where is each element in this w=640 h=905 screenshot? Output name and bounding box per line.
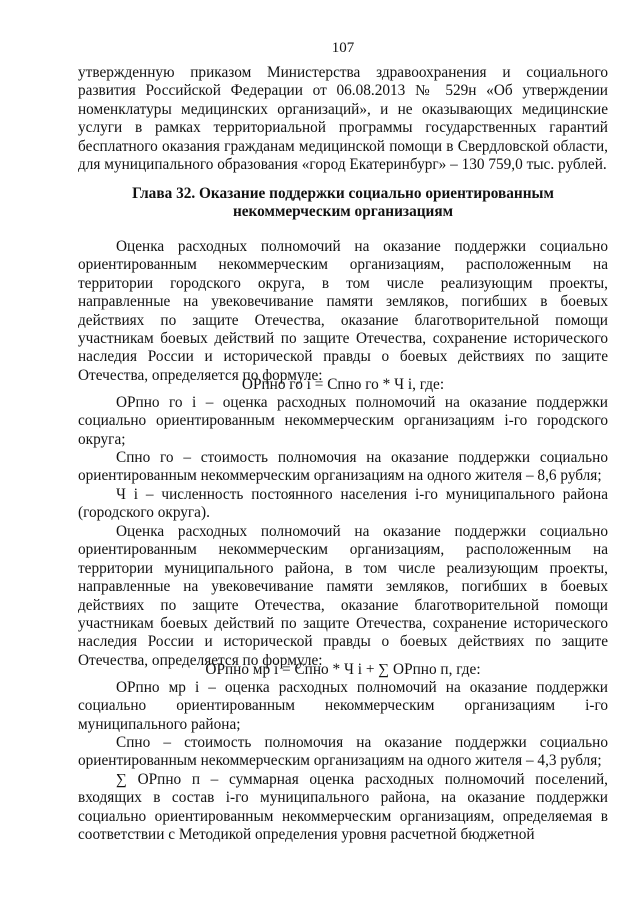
chapter-heading-line-1: Глава 32. Оказание поддержки социально ориентированным	[132, 185, 554, 202]
definition-spno: Спно – стоимость полномочия на оказание поддержки социально ориентированным некоммерческим организациям на одного жителя – 4,3 рубля;	[78, 734, 608, 770]
definition-population: Ч i – численность постоянного населения i-го муниципального района (городского округа).	[78, 486, 608, 522]
definition-sum-settlements: ∑ ОРпно п – суммарная оценка расходных полномочий поселений, входящих в состав i-го муниципального района, на оказание поддержки социально ориентированным некоммерческим организациям, определяемая в соответствии с Методикой определения уровня расчетной бюджетной	[78, 771, 608, 844]
formula-city-district: ОРпно го i = Спно го * Ч i, где:	[241, 376, 445, 393]
paragraph-municipal-district-assessment: Оценка расходных полномочий на оказание поддержки социально ориентированным некоммерческим организациям, расположенным на территории муниципального района, в том числе реализующим проекты, направленные на увековечивание памяти земляков, погибших в боевых действиях по защите Отечества, оказание благотворительной помощи участникам боевых действий по защите Отечества, сохранение исторического наследия России и исторической правды о боевых действиях по защите Отечества, определяется по формуле:	[78, 523, 608, 669]
definition-spno-go: Спно го – стоимость полномочия на оказание поддержки социально ориентированным некоммерческим организациям на одного жителя – 8,6 рубля;	[78, 449, 608, 485]
page-number: 107	[331, 40, 355, 56]
definition-orpno-go: ОРпно го i – оценка расходных полномочий на оказание поддержки социально ориентированным некоммерческим организациям i-го городского округа;	[78, 394, 608, 448]
definition-orpno-mr: ОРпно мр i – оценка расходных полномочий на оказание поддержки социально ориентированным некоммерческим организациям i-го муниципального района;	[78, 679, 608, 733]
paragraph-city-district-assessment: Оценка расходных полномочий на оказание поддержки социально ориентированным некоммерческим организациям, расположенным на территории городского округа, в том числе реализующим проекты, направленные на увековечивание памяти земляков, погибших в боевых действиях по защите Отечества, оказание благотворительной помощи участникам боевых действий по защите Отечества, сохранение исторического наследия России и исторической правды о боевых действиях по защите Отечества, определяется по формуле:	[78, 238, 608, 384]
formula-municipal-district: ОРпно мр i = Спно * Ч i + ∑ ОРпно п, где:	[205, 661, 481, 678]
paragraph-continued: утвержденную приказом Министерства здравоохранения и социального развития Российской Федерации от 06.08.2013 № 529н «Об утверждении номенклатуры медицинских организаций», и не оказывающих медицинские услуги в рамках территориальной программы государственных гарантий бесплатного оказания гражданам медицинской помощи в Свердловской области, для муниципального образования «город Екатеринбург» – 130 759,0 тыс. рублей.	[78, 64, 608, 174]
chapter-heading-line-2: некоммерческим организациям	[232, 203, 454, 220]
